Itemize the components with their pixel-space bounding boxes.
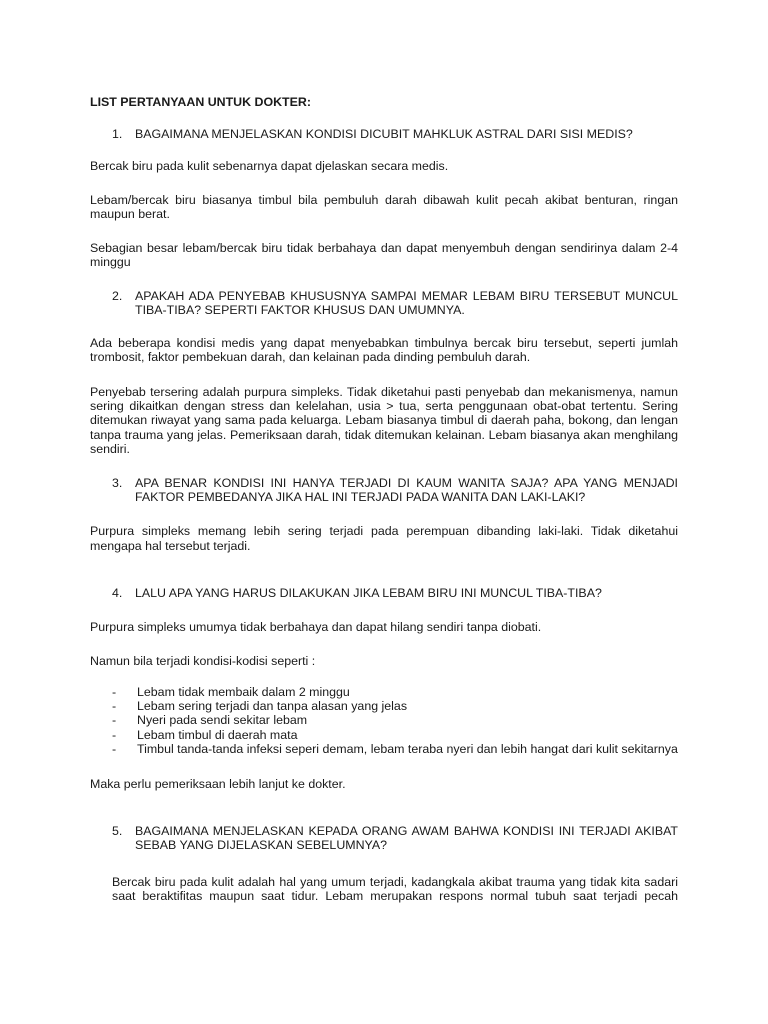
question-3-text-line-2: FAKTOR PEMBEDANYA JIKA HAL INI TERJADI PADA WANITA DAN LAKI-LAKI? (135, 490, 586, 504)
bullet-marker: - (112, 742, 117, 756)
answer-2-paragraph-2-line-5: sendiri. (90, 442, 130, 456)
question-1-text: BAGAIMANA MENJELASKAN KONDISI DICUBIT MAHKLUK ASTRAL DARI SISI MEDIS? (135, 127, 633, 141)
bullet-item-3: Nyeri pada sendi sekitar lebam (137, 713, 308, 727)
answer-4-paragraph-2: Namun bila terjadi kondisi-kodisi seperti : (90, 654, 316, 668)
question-1-number: 1. (112, 127, 123, 141)
question-4-text: LALU APA YANG HARUS DILAKUKAN JIKA LEBAM BIRU INI MUNCUL TIBA-TIBA? (135, 586, 602, 600)
answer-1-paragraph-3-line-2: minggu (90, 255, 131, 269)
question-2-number: 2. (112, 289, 123, 303)
bullet-item-1: Lebam tidak membaik dalam 2 minggu (137, 685, 350, 699)
answer-2-paragraph-2-line-3: ditemukan riwayat yang sama pada keluarga. Lebam biasanya timbul di daerah paha, bokong, dan lengan (90, 413, 678, 427)
answer-1-paragraph-1: Bercak biru pada kulit sebenarnya dapat djelaskan secara medis. (90, 159, 449, 173)
bullet-marker: - (112, 699, 117, 713)
question-5-text-line-1: BAGAIMANA MENJELASKAN KEPADA ORANG AWAM BAHWA KONDISI INI TERJADI AKIBAT (135, 824, 678, 838)
answer-3-paragraph-1-line-1: Purpura simpleks memang lebih sering terjadi pada perempuan dibanding laki-laki. Tidak diketahui (90, 524, 678, 538)
answer-1-paragraph-2-line-1: Lebam/bercak biru biasanya timbul bila pembuluh darah dibawah kulit pecah akibat benturan, ringan (90, 193, 678, 207)
bullet-marker: - (112, 728, 117, 742)
answer-4-paragraph-3: Maka perlu pemeriksaan lebih lanjut ke dokter. (90, 777, 346, 791)
bullet-marker: - (112, 713, 117, 727)
answer-1-paragraph-3-line-1: Sebagian besar lebam/bercak biru tidak berbahaya dan dapat menyembuh dengan sendirinya dalam 2-4 (90, 241, 678, 255)
answer-2-paragraph-2-line-2: sering dikaitkan dengan stress dan kelelahan, usia > tua, serta penggunaan obat-obat tertentu. Sering (90, 399, 678, 413)
bullet-item-4: Lebam timbul di daerah mata (137, 728, 298, 742)
answer-5-paragraph-1-line-2: saat beraktifitas maupun saat tidur. Lebam merupakan respons normal tubuh saat terjadi pecah (112, 889, 678, 903)
bullet-item-2: Lebam sering terjadi dan tanpa alasan yang jelas (137, 699, 408, 713)
answer-5-paragraph-1-line-1: Bercak biru pada kulit adalah hal yang umum terjadi, kadangkala akibat trauma yang tidak kita sadari (112, 875, 678, 889)
document-title: LIST PERTANYAAN UNTUK DOKTER: (90, 95, 311, 109)
question-3-number: 3. (112, 476, 123, 490)
question-4-number: 4. (112, 586, 123, 600)
question-2-text-line-2: TIBA-TIBA? SEPERTI FAKTOR KHUSUS DAN UMUMNYA. (135, 303, 465, 317)
question-5-number: 5. (112, 824, 123, 838)
question-5-text-line-2: SEBAB YANG DIJELASKAN SEBELUMNYA? (135, 838, 388, 852)
answer-4-paragraph-1: Purpura simpleks umumya tidak berbahaya dan dapat hilang sendiri tanpa diobati. (90, 620, 542, 634)
question-3-text-line-1: APA BENAR KONDISI INI HANYA TERJADI DI KAUM WANITA SAJA? APA YANG MENJADI (135, 476, 678, 490)
answer-2-paragraph-1-line-2: trombosit, faktor pembekuan darah, dan kelainan pada dinding pembuluh darah. (90, 350, 531, 364)
answer-1-paragraph-2-line-2: maupun berat. (90, 207, 170, 221)
bullet-marker: - (112, 685, 117, 699)
answer-2-paragraph-1-line-1: Ada beberapa kondisi medis yang dapat menyebabkan timbulnya bercak biru tersebut, seperti jumlah (90, 336, 678, 350)
answer-3-paragraph-1-line-2: mengapa hal tersebut terjadi. (90, 539, 251, 553)
bullet-item-5: Timbul tanda-tanda infeksi seperi demam, lebam teraba nyeri dan lebih hangat dari kulit sekitarnya (137, 742, 678, 756)
answer-2-paragraph-2-line-4: tanpa trauma yang jelas. Pemeriksaan darah, tidak ditemukan kelainan. Lebam biasanya akan menghilang (90, 428, 678, 442)
answer-2-paragraph-2-line-1: Penyebab tersering adalah purpura simpleks. Tidak diketahui pasti penyebab dan mekanismenya, namun (90, 385, 678, 399)
question-2-text-line-1: APAKAH ADA PENYEBAB KHUSUSNYA SAMPAI MEMAR LEBAM BIRU TERSEBUT MUNCUL (135, 289, 678, 303)
